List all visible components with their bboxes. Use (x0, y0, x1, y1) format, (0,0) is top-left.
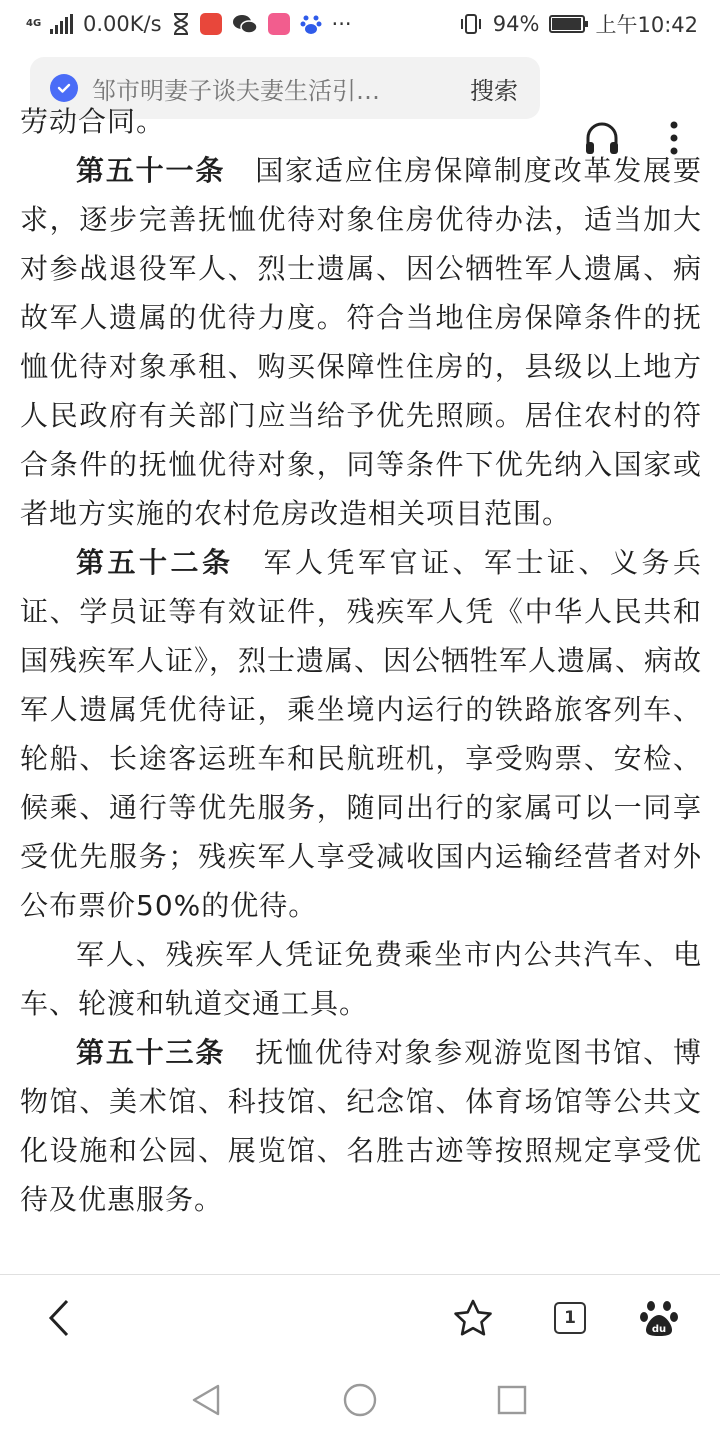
baidu-paw-icon[interactable] (636, 1295, 682, 1341)
battery-percent: 94% (492, 12, 540, 36)
article-text: 国家适应住房保障制度改革发展要求，逐步完善抚恤优待对象住房优待办法，适当加大对参战退役军人、烈士遗属、因公牺牲军人遗属、病故军人遗属的优待力度。符合当地住房保障条件的抚恤优待对象承租、购买保障性住房的，县级以上地方人民政府有关部门应当给予优先照顾。居住农村的符合条件的抚恤优待对象，同等条件下优先纳入国家或者地方实施的农村危房改造相关项目范围。 (20, 154, 702, 530)
article-text: 军人凭军官证、军士证、义务兵证、学员证等有效证件，残疾军人凭《中华人民共和国残疾军人证》，烈士遗属、因公牺牲军人遗属、病故军人遗属凭优待证，乘坐境内运行的铁路旅客列车、轮船、长途客运班车和民航班机，享受购票、安检、候乘、通行等优先服务，随同出行的家属可以一同享受优先服务；残疾军人享受减收国内运输经营者对外公布票价50%的优待。 (20, 546, 703, 922)
hourglass-icon (172, 13, 190, 35)
tab-count: 1 (554, 1302, 586, 1334)
clipped-line (20, 105, 702, 146)
signal-icon (50, 14, 73, 34)
article-paragraph (20, 538, 702, 930)
article-paragraph (20, 146, 702, 538)
nav-home-icon[interactable] (340, 1380, 380, 1420)
article-number: 第五十三条 (76, 1036, 226, 1069)
search-button[interactable]: 搜索 (470, 76, 518, 105)
search-query[interactable]: 邹市明妻子谈夫妻生活引… (92, 76, 380, 105)
baidu-icon (300, 13, 322, 35)
article-number: 第五十一条 (76, 154, 226, 187)
clipped-text: 劳动合同。 (20, 105, 166, 138)
svg-text:du: du (651, 1324, 667, 1335)
article-number: 第五十二条 (76, 546, 234, 579)
nav-back-icon[interactable] (186, 1380, 226, 1420)
status-bar (0, 0, 720, 48)
article-text: 军人、残疾军人凭证免费乘坐市内公共汽车、电车、轮渡和轨道交通工具。 (20, 938, 702, 1020)
battery-icon (549, 15, 585, 33)
clock: 上午10:42 (595, 13, 698, 37)
wechat-icon (232, 13, 258, 35)
net-speed: 0.00K/s (83, 12, 162, 36)
article-text: 抚恤优待对象参观游览图书馆、博物馆、美术馆、科技馆、纪念馆、体育场馆等公共文化设施和公园、展览馆、名胜古迹等按照规定享受优待及优惠服务。 (20, 1036, 702, 1216)
article-content (0, 105, 720, 1274)
star-icon[interactable] (450, 1295, 496, 1341)
network-type: 4G (26, 18, 42, 29)
back-icon[interactable] (36, 1295, 82, 1341)
battery-fill (552, 18, 580, 30)
status-right (459, 9, 698, 39)
more-notifications: ··· (331, 12, 352, 36)
tabs-icon[interactable] (547, 1295, 593, 1341)
bilibili-icon (268, 13, 290, 35)
vibrate-icon (459, 13, 483, 35)
system-navigation-bar (0, 1360, 720, 1440)
status-left (26, 12, 352, 36)
browser-bottom-toolbar (0, 1274, 720, 1360)
app-notification-icon (200, 13, 222, 35)
article-paragraph (20, 930, 702, 1028)
article-paragraph (20, 1028, 702, 1224)
nav-recents-icon[interactable] (492, 1380, 532, 1420)
